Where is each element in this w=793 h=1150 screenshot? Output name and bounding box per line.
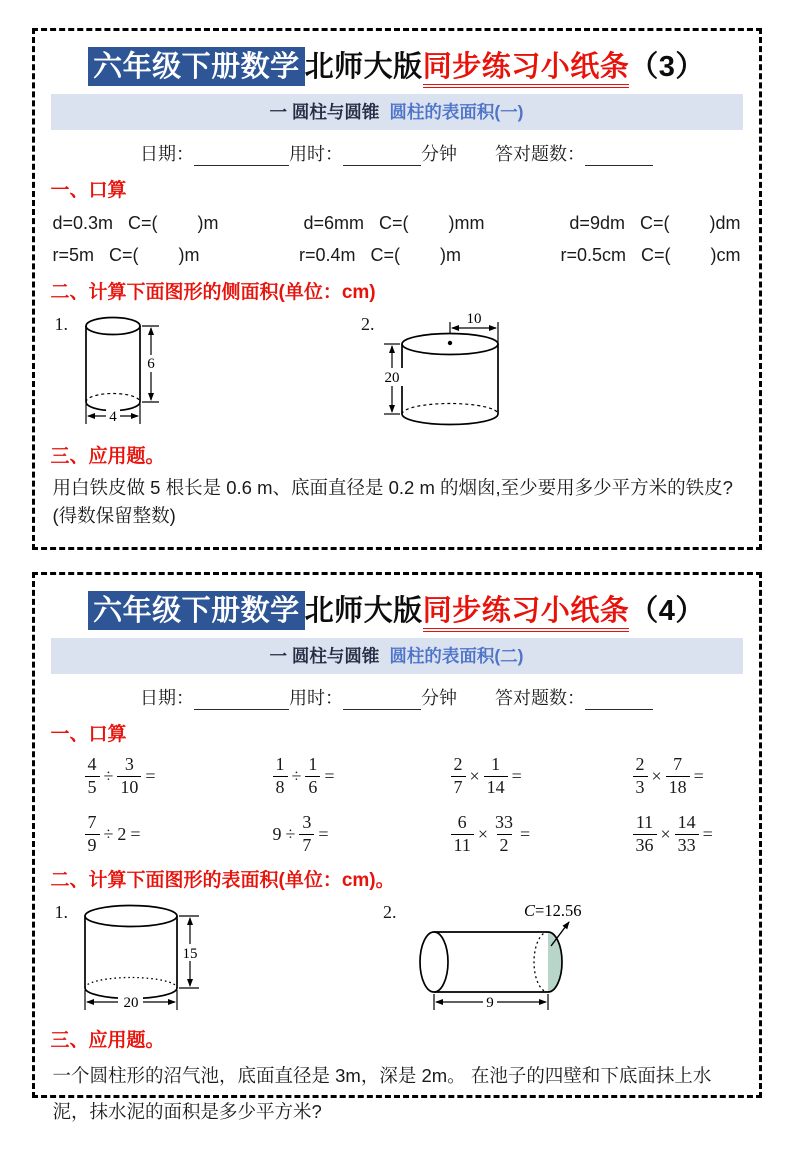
section-heading-application: 三、应用题。 (50, 1030, 165, 1052)
lesson-bar (51, 638, 743, 674)
height-dimension-label: 15 (182, 946, 198, 963)
oral-problem: d=0.3m C=( )m (52, 213, 219, 233)
oral-problem: d=6mm C=( )mm (303, 213, 485, 233)
fraction: $\frac{33}{2}$ (495, 812, 513, 855)
fraction-problem: $\frac{1}{8}$ ÷ $\frac{1}{6}$ = (273, 754, 451, 798)
diameter-dimension-label: 4 (109, 409, 117, 425)
length-dimension-label: 9 (485, 995, 494, 1012)
figure-1 (55, 310, 170, 432)
date-label: 日期： (140, 144, 194, 164)
fraction-problem: $\frac{7}{9}$ ÷ 2 = (85, 812, 273, 856)
fraction: $\frac{7}{18}$ (666, 754, 690, 798)
fraction: $\frac{4}{5}$ (85, 754, 100, 798)
fraction-grid (85, 754, 743, 856)
unit-title: 一 圆柱与圆锥 (269, 102, 380, 122)
worksheet-4-title (51, 588, 743, 629)
fraction: $\frac{2}{7}$ (451, 754, 466, 798)
score-blank (585, 688, 653, 710)
title-grade-highlight: 六年级下册数学 (88, 591, 305, 630)
fraction: $\frac{1}{14}$ (484, 754, 508, 798)
figures-row (55, 310, 743, 432)
score-label: 答对题数： (495, 144, 585, 164)
time-blank (343, 688, 421, 710)
fraction: $\frac{1}{6}$ (305, 754, 320, 798)
title-grade-highlight: 六年级下册数学 (88, 47, 305, 86)
meta-line (51, 140, 743, 166)
fraction: $\frac{14}{33}$ (675, 812, 699, 856)
oral-problem: d=9dm C=( )dm (569, 213, 741, 233)
fraction: $\frac{3}{10}$ (117, 754, 141, 798)
time-label: 用时： (289, 688, 343, 708)
section-heading-oral: 一、口算 (50, 180, 127, 201)
fraction: $\frac{1}{8}$ (273, 754, 288, 798)
diameter-dimension-label: 20 (123, 995, 139, 1012)
cylinder-figure (69, 310, 169, 432)
time-label: 用时： (289, 144, 343, 164)
fraction-problem: $\frac{6}{11}$ × $\frac{33}{2}$ = (451, 812, 633, 856)
cylinder-figure (376, 310, 511, 432)
fraction: $\frac{11}{36}$ (633, 812, 657, 856)
fraction-problem: 9 ÷ $\frac{3}{7}$ = (272, 812, 329, 855)
height-dimension-label: 6 (147, 356, 155, 372)
section-heading-oral: 一、口算 (50, 724, 127, 745)
fraction: $\frac{7}{9}$ (85, 812, 100, 856)
date-blank (194, 144, 289, 166)
fraction-problem: $\frac{2}{3}$ × $\frac{7}{18}$ = (633, 754, 743, 798)
date-label: 日期： (140, 688, 194, 708)
radius-dimension-label: 10 (466, 311, 481, 327)
cylinder-figure (69, 898, 205, 1016)
application-problem-text: 一个圆柱形的沼气池，底面直径是 3m，深是 2m。 在池子的四壁和下底面抹上水泥，抹水泥的面积是多少平方米? (52, 1065, 712, 1122)
figure-1-label: 1. (54, 902, 68, 923)
fraction-problem: $\frac{2}{7}$ × $\frac{1}{14}$ = (451, 754, 633, 798)
horizontal-cylinder-figure (398, 898, 603, 1012)
height-dimension-label: 20 (384, 370, 399, 386)
lesson-bar (51, 94, 743, 130)
figure-2 (383, 898, 603, 1012)
section-heading-surface-area: 二、计算下面图形的表面积(单位：cm)。 (50, 870, 395, 892)
score-label: 答对题数： (495, 688, 585, 708)
figure-2-label: 2. (383, 902, 397, 923)
title-series: 同步练习小纸条 (423, 595, 630, 632)
fraction: $\frac{3}{7}$ (299, 812, 314, 856)
figure-2 (361, 310, 511, 432)
score-blank (585, 144, 653, 166)
time-blank (343, 144, 421, 166)
oral-row-1 (53, 213, 741, 234)
application-problem-text: 用白铁皮做 5 根长是 0.6 m、底面直径是 0.2 m 的烟囱,至少要用多少平方米的铁皮?(得数保留整数) (52, 477, 733, 526)
oral-row-2 (53, 245, 741, 266)
lesson-title: 圆柱的表面积(二) (389, 646, 524, 666)
worksheet-3 (32, 28, 762, 550)
minutes-label: 分钟 (421, 144, 457, 164)
title-number: （3） (629, 51, 705, 83)
title-publisher: 北师大版 (304, 51, 423, 83)
title-number: （4） (629, 595, 705, 627)
whole-number: 2 (117, 823, 127, 844)
fraction: $\frac{6}{11}$ (451, 812, 474, 856)
meta-line (51, 684, 743, 710)
title-series: 同步练习小纸条 (423, 51, 630, 88)
lesson-title: 圆柱的表面积(一) (389, 102, 524, 122)
circumference-label: C=12.56 (523, 901, 581, 921)
figure-1-label: 1. (54, 314, 68, 334)
worksheet-4 (32, 572, 762, 1122)
oral-problem: r=0.4m C=( )m (298, 245, 461, 265)
fraction: $\frac{2}{3}$ (633, 754, 648, 798)
unit-title: 一 圆柱与圆锥 (269, 646, 380, 666)
fraction-problem: $\frac{4}{5}$ ÷ $\frac{3}{10}$ = (85, 754, 273, 798)
oral-problem: r=0.5cm C=( )cm (560, 245, 741, 265)
section-heading-lateral-area: 二、计算下面图形的侧面积(单位：cm) (50, 282, 376, 303)
fraction-problem: $\frac{11}{36}$ × $\frac{14}{33}$ = (633, 812, 743, 856)
figures-row (55, 898, 743, 1016)
whole-number: 9 (272, 823, 282, 844)
figure-1 (55, 898, 206, 1016)
worksheet-3-title (51, 44, 743, 85)
figure-2-label: 2. (361, 314, 375, 334)
title-publisher: 北师大版 (304, 595, 423, 627)
section-heading-application: 三、应用题。 (50, 446, 165, 467)
oral-problem: r=5m C=( )m (52, 245, 200, 265)
date-blank (194, 688, 289, 710)
minutes-label: 分钟 (421, 688, 457, 708)
